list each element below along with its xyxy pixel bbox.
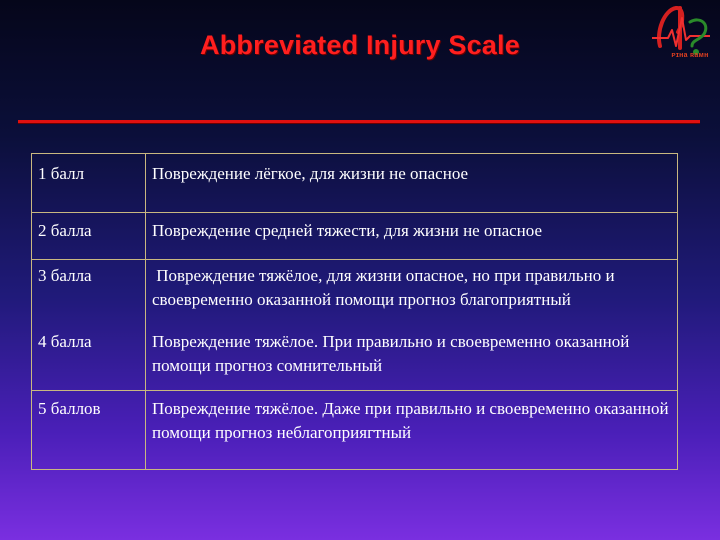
description-cell: Повреждение тяжёлое. Даже при правильно и своевременно оказанной помощи прогноз неблагоприягтный	[152, 399, 669, 442]
score-cell: 5 баллов	[32, 391, 146, 470]
table-row	[32, 154, 678, 213]
description-cell: Повреждение тяжёлое. При правильно и своевременно оказанной помощи прогноз сомнительный	[146, 326, 678, 391]
slide-title: Abbreviated Injury Scale	[200, 30, 520, 60]
description-cell: Повреждение средней тяжести, для жизни не опасное	[146, 213, 678, 260]
score-cell: 2 балла	[32, 213, 146, 260]
table-row	[32, 260, 678, 327]
description-cell: Повреждение лёгкое, для жизни не опасное	[146, 154, 678, 213]
injury-scale-table	[31, 153, 678, 470]
table-row	[32, 326, 678, 391]
logo-caption: ᴘɪʜа ʀамн	[671, 52, 709, 59]
table-row	[32, 213, 678, 260]
score-cell: 3 балла	[32, 260, 146, 327]
description-cell: Повреждение тяжёлое, для жизни опасное, но при правильно и своевременно оказанной помощи прогноз благоприятный	[152, 266, 619, 309]
score-cell: 1 балл	[32, 154, 146, 213]
title-divider	[18, 120, 700, 123]
score-cell: 4 балла	[32, 326, 146, 391]
table-row	[32, 391, 678, 470]
